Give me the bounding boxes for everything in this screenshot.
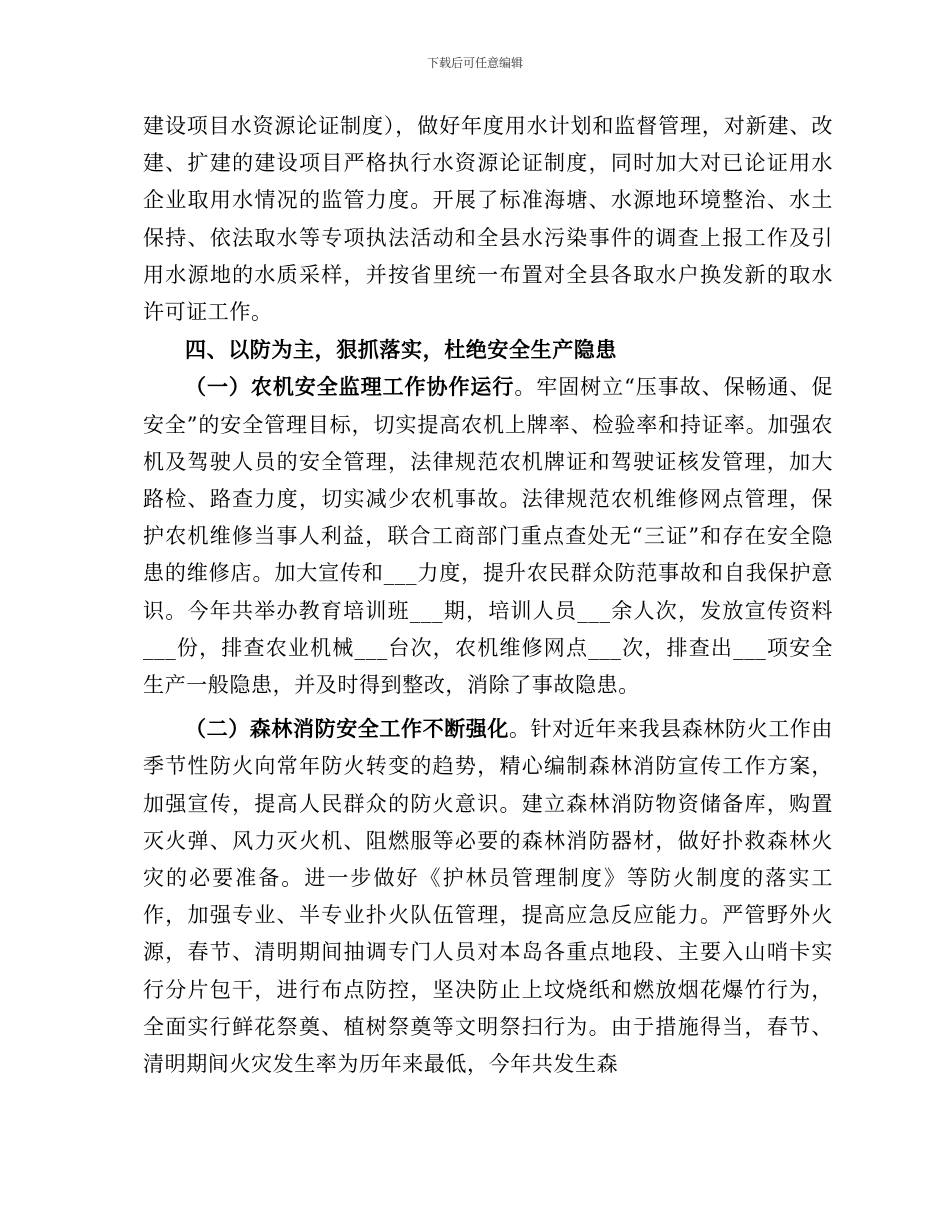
paragraph-forest-fire — [143, 710, 833, 1083]
section-heading-safety: 四、以防为主，狠抓落实，杜绝安全生产隐患 — [185, 337, 617, 363]
paragraph-lead-forest-fire: （二）森林消防安全工作不断强化 — [185, 716, 509, 742]
paragraph-body-forest-fire: 。针对近年来我县森林防火工作由季节性防火向常年防火转变的趋势，精心编制森林消防宣传工作方案，加强宣传，提高人民群众的防火意识。建立森林消防物资储备库，购置灭火弹、风力灭火机、阻燃服等必要的森林消防器材，做好扑救森林火灾的必要准备。进一步做好《护林员管理制度》等防火制度的落实工作，加强专业、半专业扑火队伍管理，提高应急反应能力。严管野外火源，春节、清明期间抽调专门人员对本岛各重点地段、主要入山哨卡实行分片包干，进行布点防控，坚决防止上坟烧纸和燃放烟花爆竹行为，全面实行鲜花祭奠、植树祭奠等文明祭扫行为。由于措施得当，春节、清明期间火灾发生率为历年来最低，今年共发生森 — [143, 717, 833, 1077]
document-body — [143, 108, 833, 1083]
page-header: 下载后可任意编辑 — [426, 56, 523, 70]
paragraph-body-farm-machinery: 。牢固树立“压事故、保畅通、促安全”的安全管理目标，切实提高农机上牌率、检验率和持证率。加强农机及驾驶人员的安全管理，法律规范农机牌证和驾驶证核发管理，加大路检、路查力度，切实减少农机事故。法律规范农机维修网点管理，保护农机维修当事人利益，联合工商部门重点查处无“三证”和存在安全隐患的维修店。加大宣传和___力度，提升农民群众防范事故和自我保护意识。今年共举办教育培训班___期，培训人员___余人次，发放宣传资料___份，排查农业机械___台次，农机维修网点___次，排查出___项安全生产一般隐患，并及时得到整改，消除了事故隐患。 — [143, 375, 833, 698]
paragraph-water-resources: 建设项目水资源论证制度），做好年度用水计划和监督管理，对新建、改建、扩建的建设项目严格执行水资源论证制度，同时加大对已论证用水企业取用水情况的监管力度。开展了标准海塘、水源地环境整治、水土保持、依法取水等专项执法活动和全县水污染事件的调查上报工作及引用水源地的水质采样，并按省里统一布置对全县各取水户换发新的取水许可证工作。 — [143, 114, 833, 325]
paragraph-lead-farm-machinery: （一）农机安全监理工作协作运行 — [185, 374, 515, 400]
paragraph-farm-machinery — [143, 368, 833, 704]
